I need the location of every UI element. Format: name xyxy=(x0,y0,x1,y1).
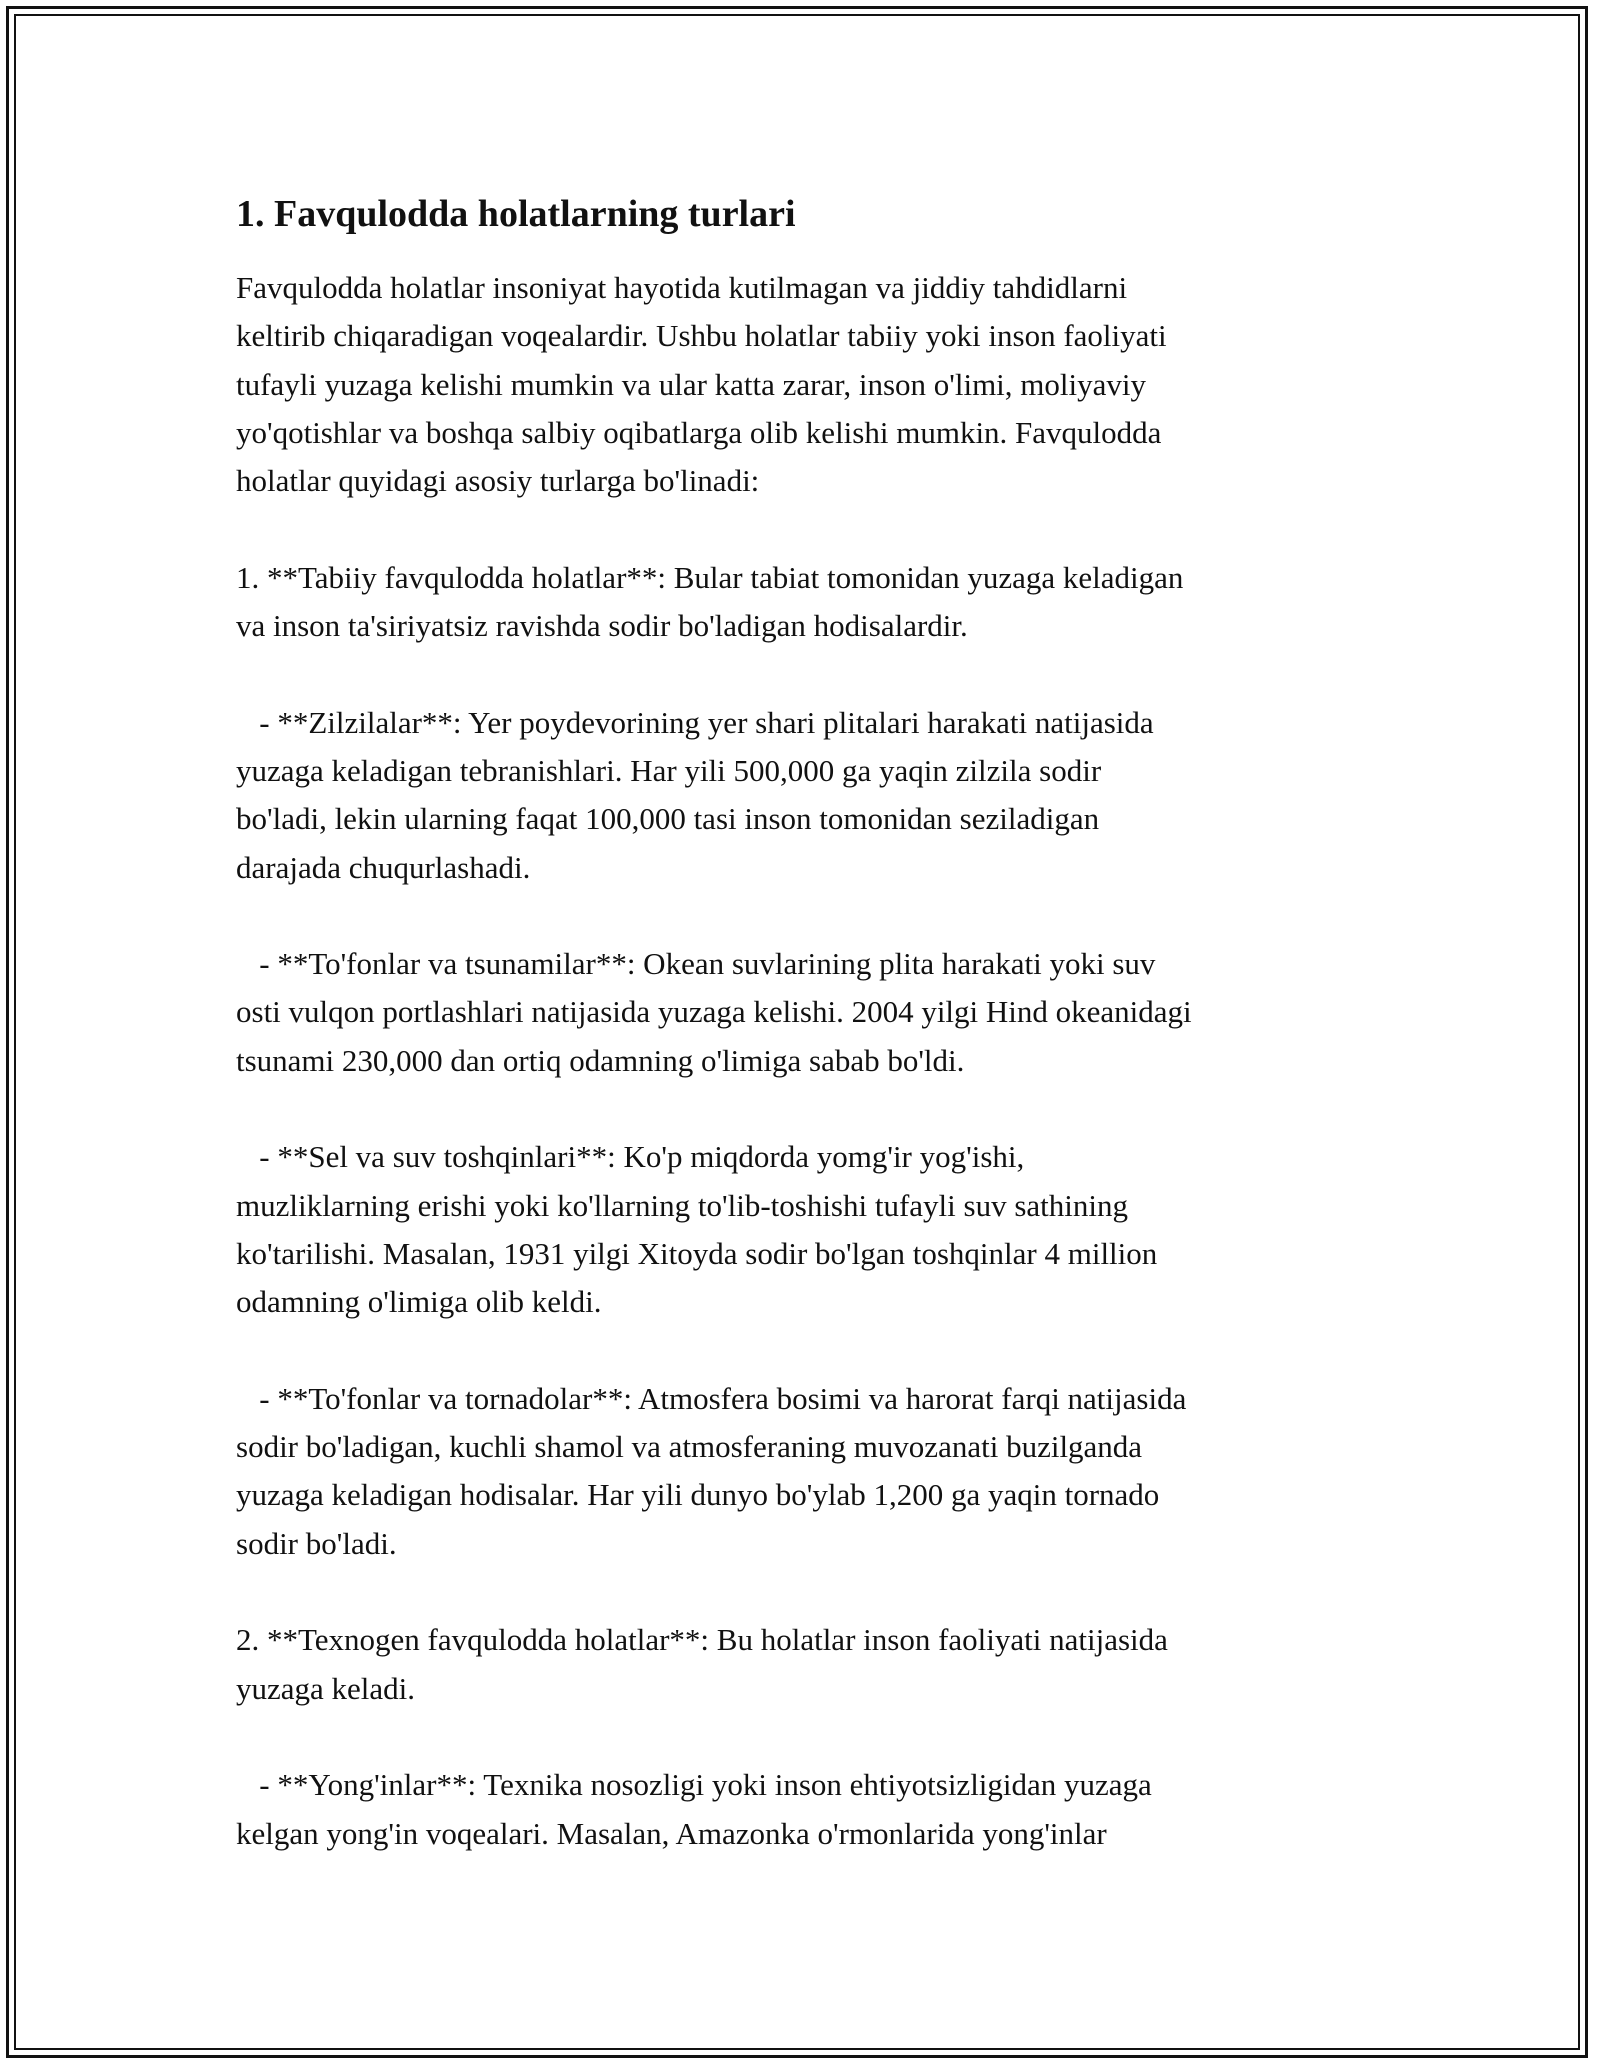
paragraph xyxy=(236,1761,1386,1858)
paragraph xyxy=(236,554,1386,651)
text-line: yuzaga keladi. xyxy=(236,1670,416,1706)
text-line: holatlar quyidagi asosiy turlarga bo'linadi: xyxy=(236,463,760,499)
text-line: darajada chuqurlashadi. xyxy=(236,849,531,885)
page-title: 1. Favqulodda holatlarning turlari xyxy=(236,193,796,235)
text-line: 1. **Tabiiy favqulodda holatlar**: Bular tabiat tomonidan yuzaga keladigan xyxy=(236,559,1184,595)
text-line: Favqulodda holatlar insoniyat hayotida kutilmagan va jiddiy tahdidlarni xyxy=(236,270,1128,305)
document-body xyxy=(236,180,1386,1906)
text-line: - **Yong'inlar**: Texnika nosozligi yoki inson ehtiyotsizligidan yuzaga xyxy=(236,1767,1152,1803)
text-line: sodir bo'ladigan, kuchli shamol va atmosferaning muvozanati buzilganda xyxy=(236,1429,1143,1465)
paragraph xyxy=(236,699,1386,892)
paragraph xyxy=(236,1133,1386,1326)
text-line: va inson ta'siriyatsiz ravishda sodir bo'ladigan hodisalardir. xyxy=(236,608,968,644)
text-line: tsunami 230,000 dan ortiq odamning o'limiga sabab bo'ldi. xyxy=(236,1042,965,1078)
text-line: ko'tarilishi. Masalan, 1931 yilgi Xitoyda sodir bo'lgan toshqinlar 4 million xyxy=(236,1235,1158,1271)
text-line: - **To'fonlar va tornadolar**: Atmosfera bosimi va harorat farqi natijasida xyxy=(236,1380,1187,1416)
text-line: tufayli yuzaga kelishi mumkin va ular katta zarar, inson o'limi, moliyaviy xyxy=(236,366,1147,402)
text-line: - **Sel va suv toshqinlari**: Ko'p miqdorda yomg'ir yog'ishi, xyxy=(236,1139,1025,1175)
text-line: 2. **Texnogen favqulodda holatlar**: Bu holatlar inson faoliyati natijasida xyxy=(236,1622,1168,1658)
paragraph-list xyxy=(236,264,1386,1858)
paragraph xyxy=(236,1616,1386,1713)
paragraph xyxy=(236,1375,1386,1568)
text-line: yuzaga keladigan hodisalar. Har yili dunyo bo'ylab 1,200 ga yaqin tornado xyxy=(236,1477,1160,1513)
text-line: - **To'fonlar va tsunamilar**: Okean suvlarining plita harakati yoki suv xyxy=(236,946,1156,982)
paragraph xyxy=(236,264,1386,505)
text-line: - **Zilzilalar**: Yer poydevorining yer shari plitalari harakati natijasida xyxy=(236,704,1154,740)
text-line: osti vulqon portlashlari natijasida yuzaga kelishi. 2004 yilgi Hind okeanidagi xyxy=(236,994,1192,1030)
text-line: yo'qotishlar va boshqa salbiy oqibatlarga olib kelishi mumkin. Favqulodda xyxy=(236,414,1162,450)
text-line: muzliklarning erishi yoki ko'llarning to'lib-toshishi tufayli suv sathining xyxy=(236,1187,1129,1223)
text-line: odamning o'limiga olib keldi. xyxy=(236,1284,602,1320)
text-line: kelgan yong'in voqealari. Masalan, Amazonka o'rmonlarida yong'inlar xyxy=(236,1815,1107,1851)
text-line: yuzaga keladigan tebranishlari. Har yili 500,000 ga yaqin zilzila sodir xyxy=(236,752,1102,788)
text-line: sodir bo'ladi. xyxy=(236,1525,397,1561)
text-line: bo'ladi, lekin ularning faqat 100,000 tasi inson tomonidan seziladigan xyxy=(236,801,1100,837)
paragraph xyxy=(236,940,1386,1085)
text-line: keltirib chiqaradigan voqealardir. Ushbu holatlar tabiiy yoki inson faoliyati xyxy=(236,318,1167,354)
